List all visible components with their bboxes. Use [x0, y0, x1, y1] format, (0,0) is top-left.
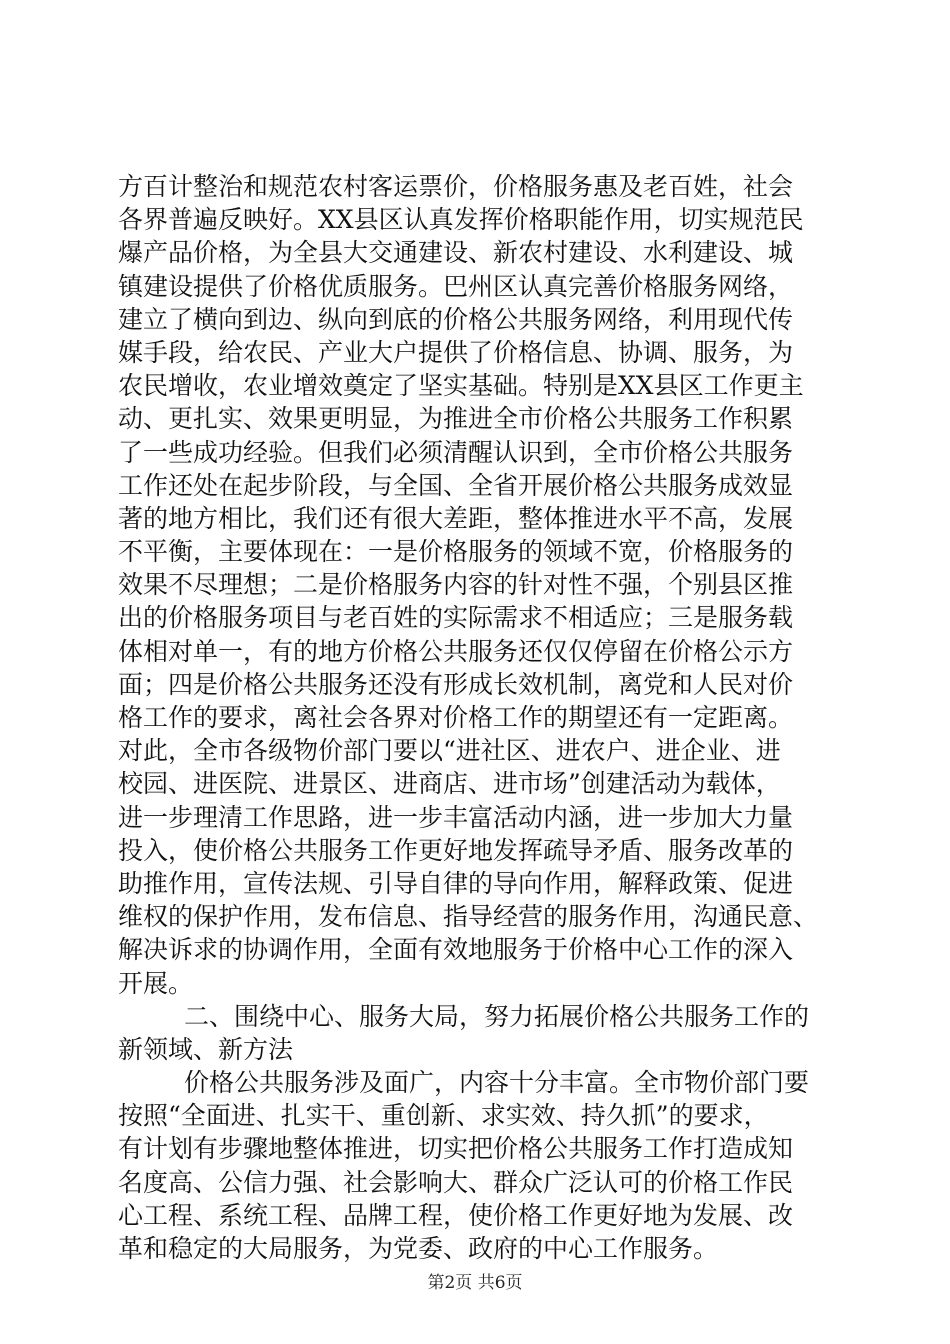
text-line: 维权的保护作用，发布信息、指导经营的服务作用，沟通民意、	[118, 902, 819, 932]
text-line: 著的地方相比，我们还有很大差距，整体推进水平不高，发展	[118, 503, 794, 533]
text-line: 方百计整治和规范农村客运票价，价格服务惠及老百姓，社会	[118, 172, 794, 201]
text-line: 镇建设提供了价格优质服务。巴州区认真完善价格服务网络，	[118, 271, 794, 301]
text-line: 对此，全市各级物价部门要以“进社区、进农户、进企业、进	[118, 736, 781, 766]
text-line: 媒手段，给农民、产业大户提供了价格信息、协调、服务，为	[118, 337, 794, 367]
text-line: 爆产品价格，为全县大交通建设、新农村建设、水利建设、城	[118, 238, 794, 268]
text-line: 校园、进医院、进景区、进商店、进市场”创建活动为载体，	[118, 769, 781, 799]
text-line: 农民增收，农业增效奠定了坚实基础。特别是XX县区工作更主	[118, 371, 804, 401]
text-line: 名度高、公信力强、社会影响大、群众广泛认可的价格工作民	[118, 1167, 794, 1197]
text-line: 不平衡，主要体现在：一是价格服务的领域不宽，价格服务的	[118, 537, 794, 567]
document-body	[118, 170, 838, 1265]
text-line: 出的价格服务项目与老百姓的实际需求不相适应；三是服务载	[118, 603, 794, 633]
text-line: 了一些成功经验。但我们必须清醒认识到，全市价格公共服务	[118, 437, 794, 467]
text-line: 解决诉求的协调作用，全面有效地服务于价格中心工作的深入	[118, 935, 794, 965]
text-line: 有计划有步骤地整体推进，切实把价格公共服务工作打造成知	[118, 1134, 794, 1164]
text-line: 二、围绕中心、服务大局，努力拓展价格公共服务工作的	[184, 1001, 810, 1031]
text-line: 按照“全面进、扎实干、重创新、求实效、持久抓”的要求，	[118, 1101, 769, 1131]
text-line: 投入，使价格公共服务工作更好地发挥疏导矛盾、服务改革的	[118, 835, 794, 865]
text-line: 动、更扎实、效果更明显，为推进全市价格公共服务工作积累	[118, 404, 794, 434]
text-line: 助推作用，宣传法规、引导自律的导向作用，解释政策、促进	[118, 868, 794, 898]
text-line: 价格公共服务涉及面广，内容十分丰富。全市物价部门要	[184, 1068, 810, 1098]
text-line: 体相对单一，有的地方价格公共服务还仅仅停留在价格公示方	[118, 636, 794, 666]
text-line: 各界普遍反映好。XX县区认真发挥价格职能作用，切实规范民	[118, 205, 804, 235]
text-line: 格工作的要求，离社会各界对价格工作的期望还有一定距离。	[118, 703, 794, 732]
text-line: 开展。	[118, 968, 194, 998]
page-footer: 第2页 共6页	[427, 1273, 523, 1293]
text-line: 工作还处在起步阶段，与全国、全省开展价格公共服务成效显	[118, 470, 794, 500]
text-line: 效果不尽理想；二是价格服务内容的针对性不强，个别县区推	[118, 570, 794, 600]
text-line: 心工程、系统工程、品牌工程，使价格工作更好地为发展、改	[118, 1200, 794, 1230]
text-line: 面；四是价格公共服务还没有形成长效机制，离党和人民对价	[118, 669, 794, 699]
text-line: 建立了横向到边、纵向到底的价格公共服务网络，利用现代传	[118, 304, 794, 334]
text-line: 革和稳定的大局服务，为党委、政府的中心工作服务。	[118, 1234, 719, 1263]
text-line: 新领域、新方法	[118, 1034, 294, 1064]
text-line: 进一步理清工作思路，进一步丰富活动内涵，进一步加大力量	[118, 802, 794, 832]
